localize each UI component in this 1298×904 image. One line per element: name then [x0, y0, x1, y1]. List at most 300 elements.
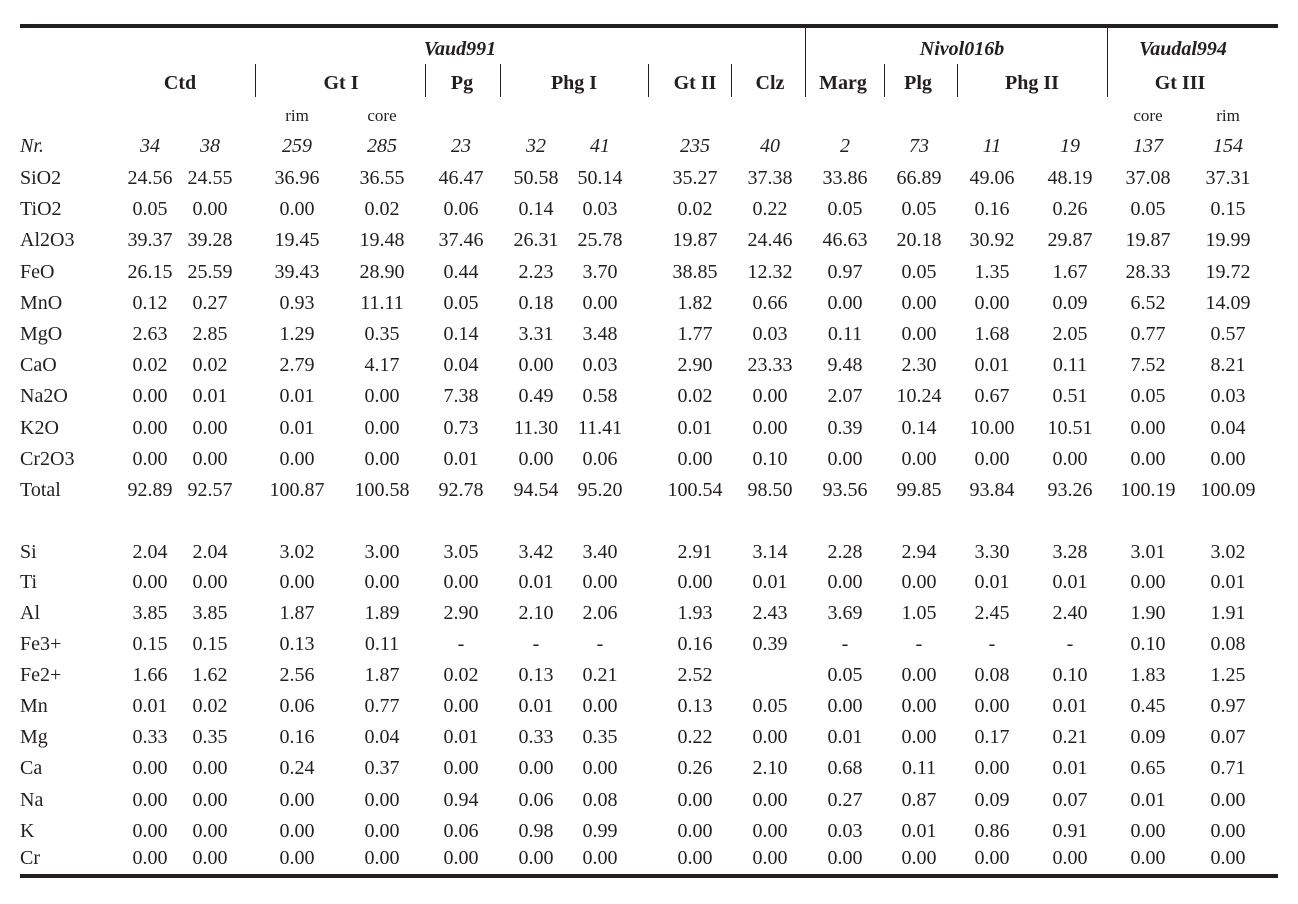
table-cell: 1.05 [901, 602, 937, 624]
table-cell: 0.05 [827, 664, 863, 686]
table-cell: 2.79 [279, 354, 315, 377]
table-cell: 19.72 [1205, 260, 1251, 283]
analysis-number: 38 [200, 135, 220, 157]
table-cell: 0.77 [364, 695, 400, 717]
table-cell: 2.94 [901, 541, 937, 563]
sample-header-nivol016b: Nivol016b [919, 38, 1005, 60]
table-cell: 0.00 [974, 447, 1010, 470]
table-cell: 0.91 [1052, 820, 1088, 842]
table-cell: 0.00 [1210, 847, 1246, 869]
table-cell: 1.82 [677, 291, 713, 314]
table-cell: 0.00 [752, 416, 788, 439]
table-cell: 0.00 [1130, 571, 1166, 593]
table-cell: 0.03 [1210, 385, 1246, 408]
table-cell: 0.00 [901, 291, 937, 314]
cation-label: Fe2+ [20, 664, 62, 686]
table-cell: 0.00 [827, 695, 863, 717]
oxide-label: Total [20, 479, 61, 501]
oxide-label: TiO2 [20, 198, 62, 221]
table-cell: 0.01 [518, 695, 554, 717]
table-cell: 0.05 [132, 198, 168, 221]
table-cell: 0.16 [279, 726, 315, 748]
table-cell: 1.25 [1210, 664, 1246, 686]
table-cell: 0.00 [974, 847, 1010, 869]
table-cell: 29.87 [1047, 229, 1093, 252]
table-cell: 100.54 [667, 479, 723, 501]
table-cell: 0.05 [443, 291, 479, 314]
table-cell: 10.51 [1047, 416, 1093, 439]
table-cell: 0.71 [1210, 757, 1246, 779]
table-cell: 0.00 [677, 820, 713, 842]
table-cell: 0.05 [1130, 198, 1166, 221]
table-cell: 37.46 [438, 229, 484, 252]
table-cell: 0.00 [192, 847, 228, 869]
table-cell: 66.89 [896, 167, 942, 189]
table-cell: 37.38 [747, 167, 793, 189]
table-cell: 0.49 [518, 385, 554, 408]
sample-header-vaud991: Vaud991 [423, 38, 497, 60]
table-cell: - [457, 633, 465, 655]
column-divider [731, 64, 732, 97]
table-cell: 0.00 [279, 789, 315, 811]
table-cell: 37.31 [1205, 167, 1251, 189]
table-cell: 2.07 [827, 385, 863, 408]
table-cell: 0.00 [132, 789, 168, 811]
table-cell: 0.04 [364, 726, 400, 748]
table-cell: 6.52 [1130, 291, 1166, 314]
analysis-number: 32 [526, 135, 546, 157]
table-cell: 0.00 [582, 571, 618, 593]
table-cell: 10.00 [969, 416, 1015, 439]
table-cell: 0.05 [827, 198, 863, 221]
table-cell: 10.24 [896, 385, 942, 408]
table-cell: 100.87 [269, 479, 325, 501]
table-cell: 0.00 [677, 789, 713, 811]
table-cell: 0.00 [443, 695, 479, 717]
table-cell: 46.63 [822, 229, 868, 252]
table-cell: 0.00 [518, 847, 554, 869]
table-cell: 39.43 [274, 260, 320, 283]
table-cell: 0.00 [1210, 820, 1246, 842]
table-cell: 19.45 [274, 229, 320, 252]
table-cell: 19.99 [1205, 229, 1251, 252]
table-cell: 0.00 [582, 291, 618, 314]
table-cell: 11.41 [577, 416, 623, 439]
oxide-label: K2O [20, 416, 59, 439]
table-cell: 0.16 [974, 198, 1010, 221]
table-cell: 0.00 [827, 447, 863, 470]
table-cell: 49.06 [969, 167, 1015, 189]
table-cell: 0.87 [901, 789, 937, 811]
analysis-number: 73 [909, 135, 929, 157]
table-cell: 0.00 [1210, 447, 1246, 470]
table-cell: 3.40 [582, 541, 618, 563]
table-cell: 24.46 [747, 229, 793, 252]
table-cell: 25.78 [577, 229, 623, 252]
table-cell: 0.06 [443, 198, 479, 221]
table-cell: - [841, 633, 849, 655]
table-cell: - [988, 633, 996, 655]
table-cell: 0.21 [582, 664, 618, 686]
table-cell: 0.00 [192, 571, 228, 593]
position-label: rim [1216, 106, 1240, 125]
oxide-label: Cr2O3 [20, 447, 75, 470]
table-cell: 3.42 [518, 541, 554, 563]
table-cell: 0.02 [677, 385, 713, 408]
table-cell: 0.00 [364, 820, 400, 842]
table-cell: 0.18 [518, 291, 554, 314]
table-cell: 0.00 [827, 291, 863, 314]
table-cell: - [1066, 633, 1074, 655]
column-divider [805, 26, 806, 97]
table-cell: 0.00 [901, 695, 937, 717]
table-cell: 0.10 [1130, 633, 1166, 655]
table-cell: 0.73 [443, 416, 479, 439]
table-cell: 1.89 [364, 602, 400, 624]
table-cell: 0.06 [443, 820, 479, 842]
table-cell: 0.00 [752, 789, 788, 811]
analysis-number: 154 [1213, 135, 1243, 157]
position-label: core [367, 106, 397, 125]
table-cell: 1.87 [364, 664, 400, 686]
table-cell: 2.30 [901, 354, 937, 377]
table-cell: 0.02 [443, 664, 479, 686]
cation-label: Mn [20, 695, 48, 717]
table-cell: 0.01 [901, 820, 937, 842]
table-cell: 0.00 [132, 847, 168, 869]
table-cell: 35.27 [672, 167, 718, 189]
oxide-label: SiO2 [20, 167, 62, 189]
table-cell: 0.35 [192, 726, 228, 748]
table-cell: 3.05 [443, 541, 479, 563]
table-cell: 92.89 [127, 479, 173, 501]
table-cell: 0.06 [582, 447, 618, 470]
table-cell: 2.90 [677, 354, 713, 377]
table-cell: 0.06 [279, 695, 315, 717]
table-cell: 0.00 [279, 847, 315, 869]
table-cell: 3.00 [364, 541, 400, 563]
analysis-number: 285 [367, 135, 397, 157]
table-cell: 0.15 [1210, 198, 1246, 221]
mineral-header-marg: Marg [819, 72, 867, 94]
table-cell: 0.00 [192, 416, 228, 439]
mineral-header-pg: Pg [450, 72, 474, 94]
bottom-rule [20, 874, 1278, 878]
table-cell: 7.38 [443, 385, 479, 408]
table-cell: 2.63 [132, 323, 168, 345]
cation-label: Ca [20, 757, 43, 779]
table-cell: 46.47 [438, 167, 484, 189]
table-cell: 0.12 [132, 291, 168, 314]
table-cell: 0.00 [901, 664, 937, 686]
table-cell: 0.00 [192, 820, 228, 842]
table-cell: 0.01 [518, 571, 554, 593]
analysis-number: 11 [982, 135, 1002, 157]
position-label: rim [285, 106, 309, 125]
table-cell: 0.00 [443, 847, 479, 869]
mineral-header-gt-ii: Gt II [673, 72, 717, 94]
table-cell: 2.06 [582, 602, 618, 624]
table-cell: 3.69 [827, 602, 863, 624]
column-divider [957, 64, 958, 97]
mineral-header-phg-ii: Phg II [1005, 72, 1059, 94]
table-cell: 0.00 [364, 416, 400, 439]
table-cell: 0.26 [1052, 198, 1088, 221]
table-cell: 0.09 [1130, 726, 1166, 748]
table-cell: 3.31 [518, 323, 554, 345]
table-cell: 92.57 [187, 479, 233, 501]
table-cell: 0.00 [752, 820, 788, 842]
table-cell: 0.08 [582, 789, 618, 811]
table-cell: 0.01 [279, 416, 315, 439]
cation-label: Fe3+ [20, 633, 62, 655]
table-cell: 0.00 [132, 416, 168, 439]
analysis-number: 19 [1060, 135, 1080, 157]
table-cell: 39.37 [127, 229, 173, 252]
table-cell: 0.00 [827, 571, 863, 593]
table-cell: 94.54 [513, 479, 559, 501]
table-cell: 0.98 [518, 820, 554, 842]
table-cell: 0.51 [1052, 385, 1088, 408]
table-cell: 1.83 [1130, 664, 1166, 686]
table-cell: 0.00 [752, 726, 788, 748]
table-cell: 3.70 [582, 260, 618, 283]
table-cell: 0.00 [901, 726, 937, 748]
mineral-header-gt-i: Gt I [323, 72, 359, 94]
table-cell: 0.27 [192, 291, 228, 314]
cation-label: Ti [20, 571, 38, 593]
table-cell: 2.90 [443, 602, 479, 624]
table-cell: 0.35 [364, 323, 400, 345]
table-cell: 19.87 [1125, 229, 1171, 252]
table-cell: 0.00 [974, 695, 1010, 717]
table-cell: 24.55 [187, 167, 233, 189]
table-cell: - [915, 633, 923, 655]
table-cell: 0.00 [279, 447, 315, 470]
table-cell: 1.90 [1130, 602, 1166, 624]
cation-label: K [20, 820, 35, 842]
mineral-header-ctd: Ctd [163, 72, 197, 94]
table-cell: 1.77 [677, 323, 713, 345]
table-cell: 100.09 [1200, 479, 1256, 501]
mineral-header-plg: Plg [904, 72, 932, 94]
table-cell: 0.16 [677, 633, 713, 655]
table-cell: 0.07 [1052, 789, 1088, 811]
table-cell: 14.09 [1205, 291, 1251, 314]
table-cell: 0.93 [279, 291, 315, 314]
table-cell: 0.00 [582, 847, 618, 869]
table-cell: 0.00 [518, 354, 554, 377]
table-cell: 11.11 [360, 291, 404, 314]
analysis-number: 137 [1133, 135, 1163, 157]
table-cell: 0.02 [192, 695, 228, 717]
table-cell: 0.14 [443, 323, 479, 345]
table-cell: 0.97 [827, 260, 863, 283]
table-cell: 0.97 [1210, 695, 1246, 717]
analysis-number: 40 [760, 135, 780, 157]
table-cell: 1.67 [1052, 260, 1088, 283]
oxide-label: Na2O [20, 385, 68, 408]
table-cell: 0.00 [518, 447, 554, 470]
table-cell: 0.00 [901, 323, 937, 345]
table-cell: 0.01 [827, 726, 863, 748]
table-cell: 93.84 [969, 479, 1015, 501]
table-cell: 23.33 [747, 354, 793, 377]
analysis-number: 2 [840, 135, 850, 157]
table-cell: 0.00 [677, 447, 713, 470]
table-cell: 2.23 [518, 260, 554, 283]
oxide-label: FeO [20, 260, 55, 283]
table-cell: 0.03 [582, 354, 618, 377]
table-cell: 33.86 [822, 167, 868, 189]
column-divider [255, 64, 256, 97]
table-cell: 0.58 [582, 385, 618, 408]
column-divider [500, 64, 501, 97]
table-cell: 3.28 [1052, 541, 1088, 563]
table-cell: 0.65 [1130, 757, 1166, 779]
table-cell: 0.14 [518, 198, 554, 221]
table-cell: 0.00 [582, 757, 618, 779]
table-cell: 0.01 [279, 385, 315, 408]
table-cell: 0.45 [1130, 695, 1166, 717]
table-cell: 0.00 [1052, 447, 1088, 470]
table-cell: 1.66 [132, 664, 168, 686]
table-cell: 3.02 [279, 541, 315, 563]
table-cell: 36.96 [274, 167, 320, 189]
table-cell: 0.00 [677, 847, 713, 869]
table-cell: 2.43 [752, 602, 788, 624]
table-cell: 0.05 [901, 260, 937, 283]
table-cell: 0.00 [752, 385, 788, 408]
table-cell: 0.00 [1052, 847, 1088, 869]
table-cell: 2.10 [752, 757, 788, 779]
table-cell: 1.91 [1210, 602, 1246, 624]
sample-header-vaudal994: Vaudal994 [1139, 38, 1227, 60]
table-cell: 3.85 [132, 602, 168, 624]
table-cell: 28.90 [359, 260, 405, 283]
table-cell: 0.05 [752, 695, 788, 717]
table-cell: 0.04 [443, 354, 479, 377]
table-cell: 24.56 [127, 167, 173, 189]
table-cell: 0.44 [443, 260, 479, 283]
table-cell: 0.01 [1052, 695, 1088, 717]
table-cell: 93.56 [822, 479, 868, 501]
oxide-label: MnO [20, 291, 63, 314]
table-cell: 0.01 [677, 416, 713, 439]
table-cell: 0.01 [443, 726, 479, 748]
table-cell: 0.04 [1210, 416, 1246, 439]
table-cell: 0.02 [132, 354, 168, 377]
table-cell: 0.01 [1210, 571, 1246, 593]
column-divider [648, 64, 649, 97]
table-cell: 36.55 [359, 167, 405, 189]
table-cell: 0.03 [827, 820, 863, 842]
analysis-number: 259 [282, 135, 312, 157]
table-cell: 0.14 [901, 416, 937, 439]
table-cell: 0.02 [364, 198, 400, 221]
table-cell: 0.00 [132, 820, 168, 842]
table-cell: 3.30 [974, 541, 1010, 563]
mineral-header-gt-iii: Gt III [1154, 72, 1206, 94]
table-cell: 7.52 [1130, 354, 1166, 377]
table-cell: 0.00 [279, 571, 315, 593]
table-cell: 0.00 [132, 757, 168, 779]
table-cell: 0.00 [901, 847, 937, 869]
table-cell: 3.85 [192, 602, 228, 624]
table-cell: 0.02 [677, 198, 713, 221]
table-cell: 0.07 [1210, 726, 1246, 748]
table-cell: 3.01 [1130, 541, 1166, 563]
table-cell: 92.78 [438, 479, 484, 501]
analysis-number: 235 [680, 135, 710, 157]
table-cell: 2.05 [1052, 323, 1088, 345]
table-cell: 1.62 [192, 664, 228, 686]
table-cell: 0.00 [677, 571, 713, 593]
table-cell: 0.10 [752, 447, 788, 470]
table-cell: 2.04 [132, 541, 168, 563]
table-cell: 0.00 [443, 571, 479, 593]
table-cell: 0.39 [827, 416, 863, 439]
table-cell: 0.00 [364, 571, 400, 593]
table-cell: 0.00 [192, 198, 228, 221]
table-cell: 0.00 [364, 447, 400, 470]
table-cell: 2.40 [1052, 602, 1088, 624]
table-cell: 1.93 [677, 602, 713, 624]
table-cell: 0.68 [827, 757, 863, 779]
table-cell: 0.00 [132, 571, 168, 593]
table-cell: 0.01 [192, 385, 228, 408]
table-cell: 0.00 [974, 291, 1010, 314]
table-cell: 50.14 [577, 167, 623, 189]
analysis-number: 23 [451, 135, 471, 157]
table-cell: 50.58 [513, 167, 559, 189]
oxide-label: MgO [20, 323, 63, 345]
table-cell: 37.08 [1125, 167, 1171, 189]
table-cell: 28.33 [1125, 260, 1171, 283]
table-cell: 0.00 [752, 847, 788, 869]
table-cell: - [596, 633, 604, 655]
table-cell: 20.18 [896, 229, 942, 252]
table-cell: 11.30 [513, 416, 559, 439]
mineral-analysis-table [20, 0, 1278, 904]
table-cell: 19.48 [359, 229, 405, 252]
table-cell: 0.00 [443, 757, 479, 779]
table-cell: 4.17 [364, 354, 400, 377]
table-cell: 0.00 [582, 695, 618, 717]
table-cell: 0.00 [1130, 416, 1166, 439]
nr-label: Nr. [20, 135, 44, 157]
table-cell: 0.06 [518, 789, 554, 811]
table-cell: 0.01 [443, 447, 479, 470]
table-cell: 0.01 [132, 695, 168, 717]
table-cell: 0.22 [677, 726, 713, 748]
table-cell: 0.03 [752, 323, 788, 345]
table-cell: 0.00 [974, 757, 1010, 779]
table-cell: 1.35 [974, 260, 1010, 283]
table-cell: 0.08 [974, 664, 1010, 686]
column-divider [425, 64, 426, 97]
analysis-number: 34 [140, 135, 160, 157]
table-cell: 2.10 [518, 602, 554, 624]
table-cell: 98.50 [747, 479, 793, 501]
table-cell: 100.58 [354, 479, 410, 501]
table-cell: 0.33 [132, 726, 168, 748]
table-cell: 2.04 [192, 541, 228, 563]
table-cell: 25.59 [187, 260, 233, 283]
table-cell: 0.66 [752, 291, 788, 314]
oxide-label: Al2O3 [20, 229, 75, 252]
table-cell: 0.00 [1210, 789, 1246, 811]
